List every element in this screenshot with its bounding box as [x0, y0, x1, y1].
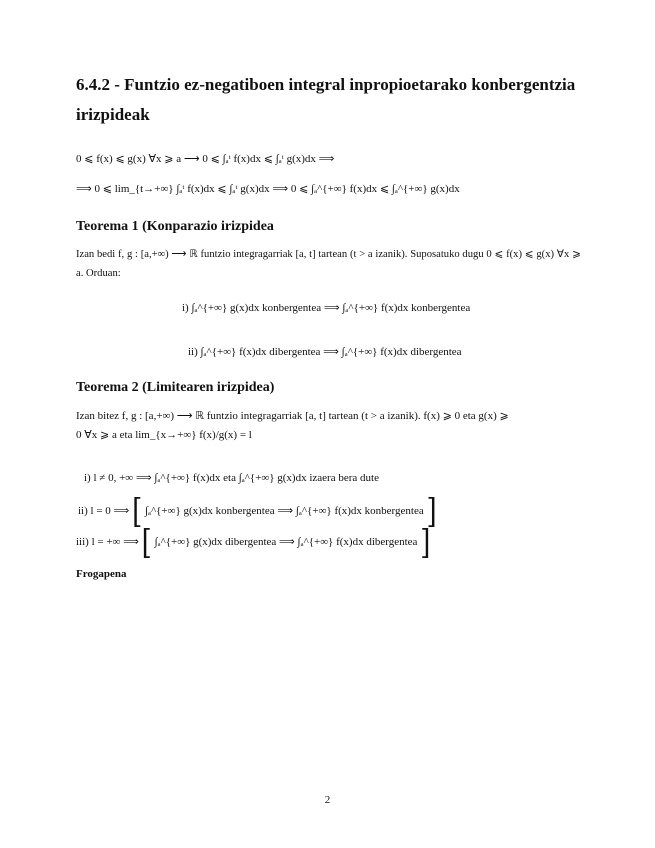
theorem-2-case-iii-implication: ∫ₐ^{+∞} g(x)dx dibergentea ⟹ ∫ₐ^{+∞} f(x)dx dibergentea	[154, 536, 418, 548]
theorem-1-statement: Izan bedi f, g : [a,+∞) ⟶ ℝ funtzio integragarriak [a, t] tartean (t > a izanik). Suposatuko dugu 0 ⩽ f(x) ⩽ g(x) ∀x ⩾ a. Orduan:	[76, 249, 581, 279]
right-bracket: ]	[426, 492, 437, 532]
page-number: 2	[324, 794, 331, 806]
theorem-2-heading: Teorema 2 (Limitearen irizpidea)	[76, 380, 275, 395]
theorem-1-case-ii: ii) ∫ₐ^{+∞} f(x)dx dibergentea ⟹ ∫ₐ^{+∞} f(x)dx dibergentea	[188, 346, 462, 358]
theorem-2-case-ii	[78, 492, 437, 532]
theorem-1-heading: Teorema 1 (Konparazio irizpidea	[76, 219, 274, 234]
intro-equation-line-2: ⟹ 0 ⩽ lim_{t→+∞} ∫ₐᵗ f(x)dx ⩽ ∫ₐᵗ g(x)dx ⟹ 0 ⩽ ∫ₐ^{+∞} f(x)dx ⩽ ∫ₐ^{+∞} g(x)dx	[76, 183, 460, 195]
theorem-2-case-iii-condition: iii) l = +∞ ⟹	[76, 536, 139, 548]
left-bracket: [	[132, 492, 143, 532]
theorem-2-case-iii	[76, 523, 431, 563]
theorem-2-case-ii-implication: ∫ₐ^{+∞} g(x)dx konbergentea ⟹ ∫ₐ^{+∞} f(x)dx konbergentea	[144, 505, 424, 517]
intro-equation-line-1: 0 ⩽ f(x) ⩽ g(x) ∀x ⩾ a ⟶ 0 ⩽ ∫ₐᵗ f(x)dx ⩽ ∫ₐᵗ g(x)dx ⟹	[76, 153, 335, 165]
theorem-2-statement-line-2: 0 ∀x ⩾ a eta lim_{x→+∞} f(x)/g(x) = l	[76, 429, 252, 441]
right-bracket: ]	[420, 523, 431, 563]
theorem-2-statement-line-1: Izan bitez f, g : [a,+∞) ⟶ ℝ funtzio integragarriak [a, t] tartean (t > a izanik). f(x) ⩾ 0 eta g(x) ⩾	[76, 410, 509, 422]
proof-label: Frogapena	[76, 568, 127, 580]
left-bracket: [	[141, 523, 152, 563]
theorem-2-case-ii-condition: ii) l = 0 ⟹	[78, 505, 130, 517]
theorem-2-case-i: i) l ≠ 0, +∞ ⟹ ∫ₐ^{+∞} f(x)dx eta ∫ₐ^{+∞} g(x)dx izaera bera dute	[84, 472, 379, 484]
theorem-1-case-i: i) ∫ₐ^{+∞} g(x)dx konbergentea ⟹ ∫ₐ^{+∞} f(x)dx konbergentea	[182, 302, 471, 314]
section-title: 6.4.2 - Funtzio ez-negatiboen integral inpropioetarako konbergentzia irizpideak	[76, 75, 576, 124]
